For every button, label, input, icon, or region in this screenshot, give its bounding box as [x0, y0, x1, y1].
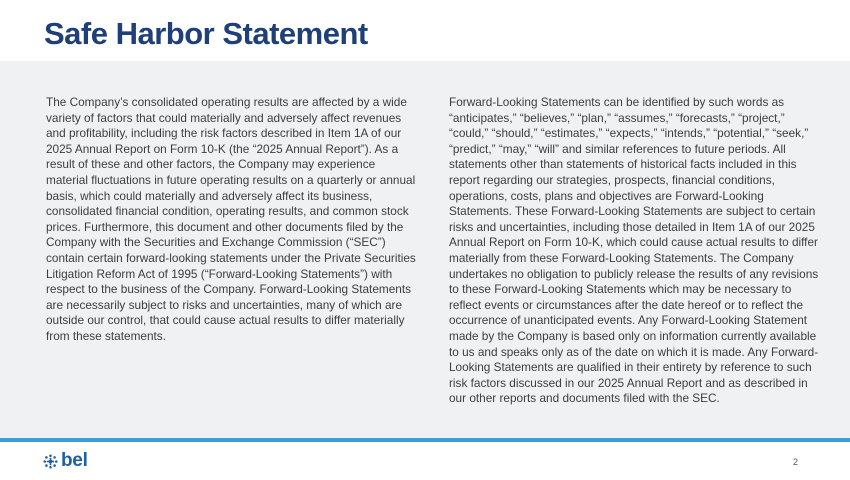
- bel-globe-icon: [42, 453, 59, 470]
- page-title: Safe Harbor Statement: [44, 16, 368, 51]
- logo-wordmark: bel: [61, 450, 88, 471]
- right-column: [449, 95, 825, 407]
- left-column: [46, 95, 419, 345]
- footer-divider: [0, 438, 850, 442]
- left-paragraph: The Company’s consolidated operating results are affected by a wide variety of factors that could materially and adversely affect revenues and profitability, including the risk factors described in Item 1A of our 2025 Annual Report on Form 10-K (the “2025 Annual Report”). As a result of these and other factors, the Company may experience material fluctuations in future operating results on a quarterly or annual basis, which could materially and adversely affect its business, consolidated financial condition, operating results, and common stock prices. Furthermore, this document and other documents filed by the Company with the Securities and Exchange Commission (“SEC”) contain certain forward-looking statements under the Private Securities Litigation Reform Act of 1995 (“Forward-Looking Statements”) with respect to the business of the Company. Forward-Looking Statements are necessarily subject to risks and uncertainties, many of which are outside our control, that could cause actual results to differ materially from these statements.: [46, 95, 416, 343]
- company-logo: [42, 452, 88, 470]
- page-number: 2: [792, 457, 798, 467]
- right-paragraph: Forward-Looking Statements can be identified by such words as “anticipates,” “believes,” “plan,” “assumes,” “forecasts,” “project,” “could,” “should,” “estimates,” “expects,” “intends,” “potential,” “seek,” “predict,” “may,” “will” and similar references to future periods. All statements other than statements of historical facts included in this report regarding our strategies, prospects, financial conditions, operations, costs, plans and objectives are Forward-Looking Statements. These Forward-Looking Statements are subject to certain risks and uncertainties, including those detailed in Item 1A of our 2025 Annual Report on Form 10-K, which could cause actual results to differ materially from these Forward-Looking Statements. The Company undertakes no obligation to publicly release the results of any revisions to these Forward-Looking Statements which may be necessary to reflect events or circumstances after the date hereof or to reflect the occurrence of unanticipated events. Any Forward-Looking Statement made by the Company is based only on information currently available to us and speaks only as of the date on which it is made. Any Forward-Looking Statements are qualified in their entirety by reference to such risk factors discussed in our 2025 Annual Report and as described in our other reports and documents filed with the SEC.: [449, 95, 819, 406]
- content-panel: [0, 61, 850, 438]
